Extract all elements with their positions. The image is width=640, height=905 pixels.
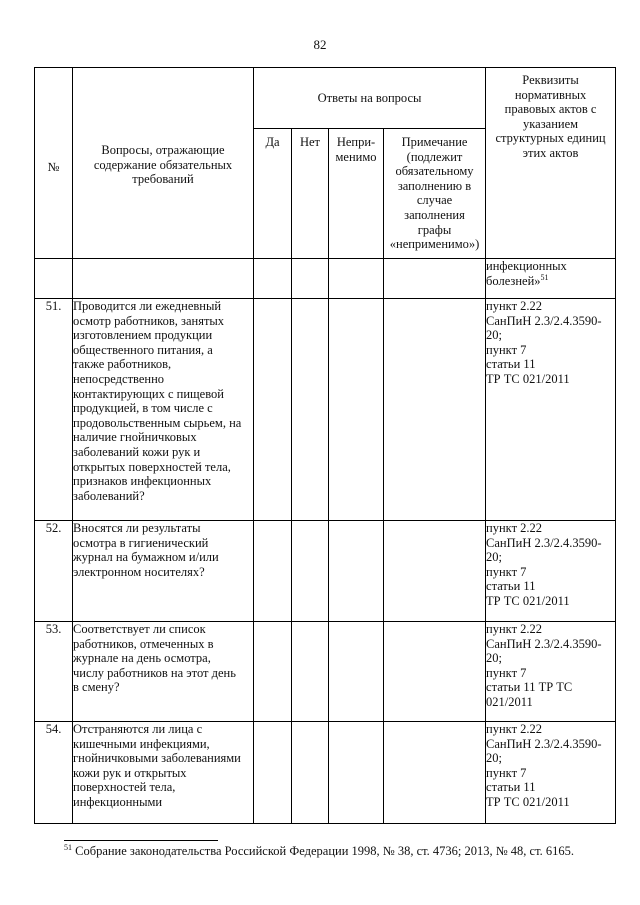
ref-line: СанПиН 2.3/2.4.3590- xyxy=(486,535,602,550)
ref-line: 021/2011 xyxy=(486,694,533,709)
header-note-line: случае xyxy=(416,193,453,208)
question-line: Отстраняются ли лица с xyxy=(73,722,203,736)
question-line: непосредственно xyxy=(73,371,165,386)
question-line: работников, отмеченных в xyxy=(73,636,214,651)
header-yes-label: Да xyxy=(265,135,280,149)
question-line: продукцией, в том числе с xyxy=(73,401,213,416)
header-questions-line: содержание обязательных xyxy=(93,157,233,172)
row-number: 54. xyxy=(35,722,73,824)
footnote-text: Собрание законодательства Российской Федерации 1998, № 38, ст. 4736; 2013, № 48, ст. 6165. xyxy=(72,844,574,858)
ref-line: пункт 2.22 xyxy=(486,299,543,313)
cell-empty xyxy=(384,259,486,299)
ref-line xyxy=(486,274,615,289)
ref-line: СанПиН 2.3/2.4.3590- xyxy=(486,636,602,651)
question-line: изготовлением продукции xyxy=(73,328,213,343)
table-row xyxy=(35,622,616,722)
answer-no-cell[interactable] xyxy=(292,521,329,622)
row-number: 51. xyxy=(35,299,73,521)
ref-line: инфекционных xyxy=(486,259,567,273)
answer-no-cell[interactable] xyxy=(292,722,329,824)
footnote xyxy=(64,844,574,859)
ref-line: статьи 11 xyxy=(486,357,536,372)
answer-na-cell[interactable] xyxy=(329,722,384,824)
question-line: Вносятся ли результаты xyxy=(73,521,201,535)
question-line: числу работников на этот день xyxy=(73,665,236,680)
header-note-line: «неприменимо») xyxy=(389,237,480,252)
question-line: Соответствует ли список xyxy=(73,622,206,636)
ref-line: пункт 2.22 xyxy=(486,722,543,736)
question-line: инфекционными xyxy=(73,794,163,809)
header-na xyxy=(329,129,384,259)
ref-line: пункт 7 xyxy=(486,342,527,357)
question-line: гнойничковыми заболеваниями xyxy=(73,751,241,766)
question-line: кишечными инфекциями, xyxy=(73,736,210,751)
row-number: 52. xyxy=(35,521,73,622)
note-cell[interactable] xyxy=(384,299,486,521)
cell-empty xyxy=(292,259,329,299)
header-ref-line: Реквизиты xyxy=(522,73,579,87)
header-ref-line: этих актов xyxy=(522,145,579,160)
answer-yes-cell[interactable] xyxy=(254,722,292,824)
answer-yes-cell[interactable] xyxy=(254,299,292,521)
row-question xyxy=(73,622,254,722)
row-question xyxy=(73,299,254,521)
question-line: также работников, xyxy=(73,357,172,372)
question-line: журнал на бумажном и/или xyxy=(73,550,219,565)
answer-na-cell[interactable] xyxy=(329,521,384,622)
header-questions xyxy=(73,68,253,187)
question-line: общественного питания, а xyxy=(73,342,213,357)
ref-line: 20; xyxy=(486,651,503,666)
header-note-line: обязательному xyxy=(395,164,474,179)
ref-line: 20; xyxy=(486,751,503,766)
ref-line: 20; xyxy=(486,328,503,343)
ref-line: СанПиН 2.3/2.4.3590- xyxy=(486,313,602,328)
cell-empty xyxy=(73,259,254,299)
row-references xyxy=(486,299,616,521)
table-row xyxy=(35,722,616,824)
answer-na-cell[interactable] xyxy=(329,299,384,521)
table-row xyxy=(35,521,616,622)
note-cell[interactable] xyxy=(384,521,486,622)
requirements-table xyxy=(34,67,616,824)
row-references xyxy=(486,722,616,824)
question-line: поверхностей тела, xyxy=(73,780,176,795)
table-row xyxy=(35,299,616,521)
header-note-line: заполнения xyxy=(404,207,465,222)
header-note-line: заполнению в xyxy=(397,178,472,193)
ref-line: ТР ТС 021/2011 xyxy=(486,593,570,608)
header-questions-line: требований xyxy=(132,172,194,187)
cell-empty xyxy=(329,259,384,299)
ref-line: статьи 11 ТР ТС xyxy=(486,680,573,695)
answer-na-cell[interactable] xyxy=(329,622,384,722)
row-question xyxy=(73,521,254,622)
header-questions-cell xyxy=(73,68,254,259)
answer-yes-cell[interactable] xyxy=(254,622,292,722)
row-references xyxy=(486,622,616,722)
header-note xyxy=(384,129,486,259)
header-ref-line: указанием xyxy=(523,116,579,131)
question-line: заболеваний? xyxy=(73,488,145,503)
question-line: электронном носителях? xyxy=(73,564,205,579)
ref-line: СанПиН 2.3/2.4.3590- xyxy=(486,736,602,751)
question-line: открытых поверхностей тела, xyxy=(73,459,231,474)
question-line: кожи рук и открытых xyxy=(73,765,187,780)
question-line: продовольственным сырьем, на xyxy=(73,415,242,430)
header-yes xyxy=(254,129,292,259)
header-no-label: Нет xyxy=(299,135,321,149)
ref-line: статьи 11 xyxy=(486,579,536,594)
ref-line: пункт 7 xyxy=(486,765,527,780)
ref-text: болезней» xyxy=(486,273,541,288)
cell-empty xyxy=(254,259,292,299)
header-ref-line: нормативных xyxy=(514,87,587,102)
header-na-line: менимо xyxy=(335,149,377,164)
header-ref-line: правовых актов с xyxy=(504,102,597,117)
header-ref-line: структурных единиц xyxy=(495,131,606,146)
ref-line: пункт 7 xyxy=(486,564,527,579)
question-line: осмотр работников, занятых xyxy=(73,313,225,328)
cell-empty xyxy=(35,259,73,299)
question-line: осмотра в гигиенический xyxy=(73,535,209,550)
header-note-line: Примечание xyxy=(401,135,468,149)
row-references xyxy=(486,521,616,622)
note-cell[interactable] xyxy=(384,622,486,722)
header-na-line: Непри- xyxy=(336,135,376,149)
footnote-number: 51 xyxy=(64,842,72,852)
question-line: Проводится ли ежедневный xyxy=(73,299,222,313)
header-note-label xyxy=(384,129,485,252)
footnote-mark: 51 xyxy=(540,272,549,282)
header-note-line: графы xyxy=(417,222,452,237)
ref-line: пункт 2.22 xyxy=(486,521,543,535)
row-number: 53. xyxy=(35,622,73,722)
header-no xyxy=(292,129,329,259)
header-references-cell xyxy=(486,68,616,259)
question-line: наличие гнойничковых xyxy=(73,430,197,445)
header-na-label xyxy=(329,129,383,164)
footnote-separator xyxy=(64,840,218,841)
note-cell[interactable] xyxy=(384,722,486,824)
question-line: контактирующих с пищевой xyxy=(73,386,224,401)
header-note-line: (подлежит xyxy=(406,149,463,164)
question-line: журнале на день осмотра, xyxy=(73,651,211,666)
header-references xyxy=(486,68,615,161)
question-line: заболеваний кожи рук и xyxy=(73,444,201,459)
row-question xyxy=(73,722,254,824)
header-answers-group: Ответы на вопросы xyxy=(254,68,486,129)
ref-line: ТР ТС 021/2011 xyxy=(486,371,570,386)
continuation-reference xyxy=(486,259,616,299)
answer-no-cell[interactable] xyxy=(292,622,329,722)
answer-yes-cell[interactable] xyxy=(254,521,292,622)
question-line: в смену? xyxy=(73,680,120,695)
header-number: № xyxy=(47,160,60,174)
question-line: признаков инфекционных xyxy=(73,474,212,489)
page-number: 82 xyxy=(313,37,327,52)
header-number-cell xyxy=(35,68,73,259)
ref-line: пункт 7 xyxy=(486,665,527,680)
continuation-row xyxy=(35,259,616,299)
ref-line: 20; xyxy=(486,550,503,565)
answer-no-cell[interactable] xyxy=(292,299,329,521)
ref-line: статьи 11 xyxy=(486,780,536,795)
header-questions-line: Вопросы, отражающие xyxy=(101,143,225,157)
ref-line: пункт 2.22 xyxy=(486,622,543,636)
ref-line: ТР ТС 021/2011 xyxy=(486,794,570,809)
